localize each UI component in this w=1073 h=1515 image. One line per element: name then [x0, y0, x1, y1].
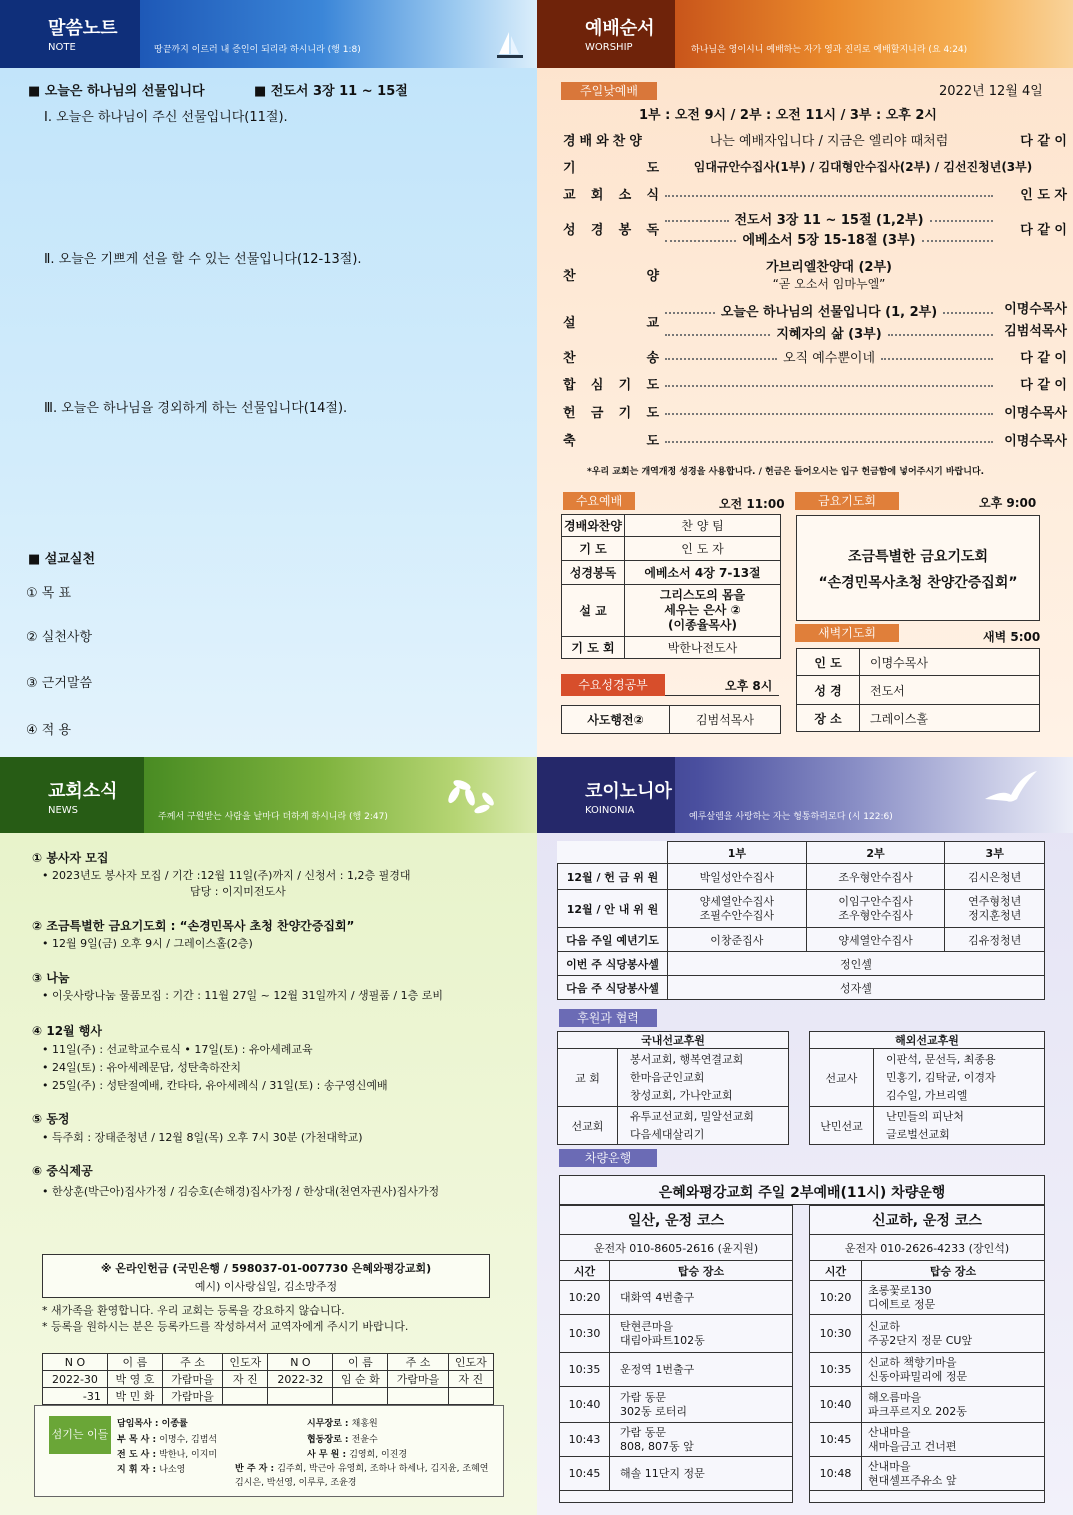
route-right-table — [809, 1260, 1045, 1491]
news-item-3-line: • 이웃사랑나눔 물품모집 : 기간 : 11월 27일 ~ 12월 31일까지 / 생필품 / 1층 로비 — [42, 989, 443, 1002]
order-label: 축 도 — [563, 433, 659, 449]
sailboat-icon — [497, 30, 523, 60]
serve-cell: 김유정청년 — [945, 928, 1045, 952]
practice-basis: ③ 근거말씀 — [26, 676, 93, 691]
stop-place: 대화역 4번출구 — [610, 1281, 793, 1315]
order-person: 다 같 이 — [1020, 133, 1067, 149]
staff-name: 김주희, 박근아 유영희, 조하나 하세나, 김지윤, 조혜연 김시은, 박선영, 이루루, 조윤경 — [235, 1464, 489, 1488]
staff-name: 나소영 — [159, 1465, 186, 1475]
dawn-value: 그레이스홀 — [860, 705, 1040, 732]
hymn-title: 오직 예수뿐이네 — [782, 350, 876, 366]
serve-head: 2부 — [806, 842, 945, 864]
nf-cell: 박 영 호 — [107, 1371, 162, 1388]
order-label: 헌 금 기 도 — [563, 405, 659, 421]
staff-role: 담임목사 : — [117, 1419, 162, 1429]
order-row-news — [563, 183, 1067, 203]
stop-place: 운정역 1번출구 — [610, 1353, 793, 1387]
news-item-5-line: • 득주회 : 장태준청년 / 12월 8일(목) 오후 7시 30분 (가천대학교) — [42, 1131, 363, 1144]
serve-role: 다음 주일 예년기도 — [558, 928, 668, 952]
serve-head: 3부 — [945, 842, 1045, 864]
nf-cell: 임 순 화 — [333, 1371, 388, 1388]
news-header-label — [0, 757, 144, 833]
news-item-1-line: 담당 : 이지미전도사 — [190, 885, 286, 898]
order-person: 이명수목사 — [1004, 433, 1067, 449]
staff-name: 이종률 — [161, 1419, 188, 1429]
stop-time: 10:35 — [560, 1353, 610, 1387]
stop-time: 10:35 — [810, 1353, 862, 1387]
col-place: 탑승 장소 — [862, 1261, 1045, 1281]
news-item-6-head: ⑥ 중식제공 — [32, 1164, 93, 1178]
wed-label: 성경봉독 — [562, 561, 625, 585]
wed-value: 인 도 자 — [625, 537, 781, 561]
koinonia-verse: 예루살렘을 사랑하는 자는 형통하리로다 (시 122:6) — [689, 812, 893, 822]
serve-cell: 양세열안수집사 조필수안수집사 — [668, 890, 807, 928]
worship-header — [537, 0, 1073, 68]
dawn-prayer-table — [796, 648, 1040, 732]
stop-place: 산내마을 현대셀프주유소 앞 — [862, 1457, 1045, 1491]
wednesday-time: 오전 11:00 — [719, 497, 785, 511]
order-row-prayer — [563, 156, 1067, 176]
news-item-4-line: • 24일(토) : 유아세례문답, 성탄축하잔치 — [42, 1061, 242, 1074]
news-item-4-line: • 25일(주) : 성탄절예배, 칸타타, 유아세례식 / 31일(토) : 송구영신예배 — [42, 1079, 388, 1092]
order-row-praise — [563, 129, 1067, 149]
stop-place: 가람 동문 302동 로터리 — [610, 1387, 793, 1423]
domestic-head: 국내선교후원 — [558, 1032, 789, 1049]
order-label: 합 심 기 도 — [563, 377, 659, 393]
order-row-benediction — [563, 429, 1067, 449]
news-item-1-head: ① 봉사자 모집 — [32, 851, 109, 865]
bird-icon — [983, 769, 1039, 811]
route-left-title: 일산, 운정 코스 — [627, 1213, 725, 1229]
friday-line-1: 조금특별한 금요기도회 — [847, 549, 989, 565]
staff-name: 박한나, 이지미 — [159, 1450, 218, 1460]
support-list: 이판석, 문선득, 최종용 민홍기, 김탁균, 이경자 김수일, 가브리엘 — [874, 1049, 1045, 1107]
study-title: 사도행전② — [562, 706, 670, 734]
stop-place: 신교하 주공2단지 정문 CU앞 — [862, 1315, 1045, 1353]
dawn-label: 인 도 — [797, 649, 860, 676]
news-item-4-head: ④ 12월 행사 — [32, 1024, 102, 1038]
practice-action: ② 실천사항 — [26, 630, 93, 645]
news-item-1-line: • 2023년도 봉사자 모집 / 기간 :12월 11일(주)까지 / 신청서 : 1,2층 필경대 — [42, 869, 411, 882]
sermon-2: 지혜자의 삶 (3부) — [776, 326, 882, 342]
worship-header-label — [537, 0, 675, 68]
worship-title: 예배순서 — [585, 18, 655, 39]
welcome-line-1: * 새가족을 환영합니다. 우리 교회는 등록을 강요하지 않습니다. — [42, 1304, 345, 1317]
news-item-3-head: ③ 나눔 — [32, 971, 70, 985]
support-list: 유투교선교회, 밀알선교회 다음세대살리기 — [618, 1107, 789, 1145]
friday-line-2: “손경민목사초청 찬양간증집회” — [818, 575, 1018, 591]
koinonia-subtitle: KOINONIA — [585, 805, 635, 816]
route-right-title: 신교하, 운정 코스 — [872, 1213, 982, 1229]
staff-role: 부 목 사 : — [117, 1435, 160, 1445]
stop-place: 해솔 11단지 정문 — [610, 1457, 793, 1491]
koinonia-section — [537, 757, 1073, 1515]
order-label: 찬 양 — [563, 268, 659, 284]
stop-time: 10:45 — [560, 1457, 610, 1491]
support-list: 봉서교회, 행복연결교회 한마음군인교회 창성교회, 가나안교회 — [618, 1049, 789, 1107]
staff-box — [34, 1405, 504, 1497]
wed-value: 에베소서 4장 7-13절 — [625, 561, 781, 585]
practice-goal: ① 목 표 — [26, 586, 72, 601]
staff-role: 전 도 사 : — [117, 1450, 160, 1460]
staff-role: 협동장로 : — [307, 1435, 352, 1445]
staff-role: 반 주 자 : — [235, 1464, 278, 1474]
online-offering-account: ※ 온라인헌금 (국민은행 / 598037-01-007730 은혜와평강교회) — [100, 1262, 432, 1275]
news-item-5-head: ⑤ 동정 — [32, 1112, 70, 1126]
worship-date: 2022년 12월 4일 — [939, 84, 1043, 99]
support-label: 교 회 — [558, 1049, 618, 1107]
news-title: 교회소식 — [48, 781, 118, 802]
nf-head: 이 름 — [333, 1354, 388, 1371]
dawn-label: 성 경 — [797, 676, 860, 705]
news-item-2-line: • 12월 9일(금) 오후 9시 / 그레이스홀(2층) — [42, 937, 253, 950]
overseas-head: 해외선교후원 — [810, 1032, 1045, 1049]
order-label: 찬 송 — [563, 350, 659, 366]
worship-times: 1부 : 오전 9시 / 2부 : 오전 11시 / 3부 : 오후 2시 — [639, 108, 937, 123]
order-row-sermon — [563, 298, 1067, 344]
stop-place: 가람 동문 808, 807동 앞 — [610, 1423, 793, 1457]
serve-cell: 연주형청년 정지훈청년 — [945, 890, 1045, 928]
meal-cell: 성자셀 — [668, 976, 1045, 1000]
worship-verse: 하나님은 영이시니 예배하는 자가 영과 진리로 예배할지니라 (요 4:24) — [691, 45, 968, 55]
serve-cell: 이창준집사 — [668, 928, 807, 952]
staff-role: 지 휘 자 : — [117, 1465, 160, 1475]
welcome-line-2: * 등록을 원하시는 분은 등록카드를 작성하셔서 교역자에게 주시기 바랍니다. — [42, 1320, 409, 1333]
stop-place: 탄현큰마을 대림아파트102동 — [610, 1315, 793, 1353]
stop-place: 신교하 책향기마을 신동아파밀리에 정문 — [862, 1353, 1045, 1387]
domestic-support-table — [557, 1031, 789, 1145]
nf-cell: 자 진 — [223, 1371, 268, 1388]
note-header — [0, 0, 537, 68]
stop-time: 10:20 — [560, 1281, 610, 1315]
dawn-value: 전도서 — [860, 676, 1040, 705]
order-row-unison-prayer — [563, 373, 1067, 393]
sermon-point-2: Ⅱ. 오늘은 기쁘게 선을 할 수 있는 선물입니다(12-13절). — [44, 252, 362, 267]
order-row-choir — [563, 254, 1067, 294]
meal-role: 이번 주 식당봉사셀 — [558, 952, 668, 976]
support-label: 선교회 — [558, 1107, 618, 1145]
wednesday-study-tag: 수요성경공부 — [561, 674, 665, 696]
news-item-4-line: • 11일(주) : 선교학교수료식 • 17일(토) : 유아세례교육 — [42, 1043, 313, 1056]
friday-prayer-box — [796, 515, 1040, 621]
stop-time: 10:20 — [810, 1281, 862, 1315]
stop-time: 10:30 — [560, 1315, 610, 1353]
news-header — [0, 757, 537, 833]
order-content: 나는 예배자입니다 / 지금은 엘리야 때처럼 — [709, 133, 949, 149]
sermon-point-1: Ⅰ. 오늘은 하나님이 주신 선물입니다(11절). — [44, 110, 288, 125]
practice-apply: ④ 적 용 — [26, 723, 72, 738]
serve-cell: 조우형안수집사 — [806, 864, 945, 890]
support-list: 난민들의 피난처 글로벌선교회 — [874, 1107, 1045, 1145]
sermon-title: ■ 오늘은 하나님의 선물입니다 — [28, 84, 205, 99]
wed-label: 경배와찬양 — [562, 515, 625, 537]
staff-name: 채홍원 — [351, 1419, 378, 1429]
nf-head: N O — [43, 1354, 108, 1371]
order-person: 다 같 이 — [1020, 222, 1067, 238]
nf-cell: 2022-30 — [43, 1371, 108, 1388]
sermon-1: 오늘은 하나님의 선물입니다 (1, 2부) — [720, 304, 938, 320]
koinonia-header-label — [537, 757, 675, 833]
staff-name: 이명수, 김범석 — [159, 1435, 218, 1445]
serve-table — [557, 841, 1045, 1000]
route-left — [559, 1205, 793, 1503]
nf-cell: 자 진 — [448, 1371, 493, 1388]
support-label: 난민선교 — [810, 1107, 874, 1145]
dawn-time: 새벽 5:00 — [983, 630, 1041, 644]
stop-time: 10:40 — [560, 1387, 610, 1423]
online-offering-example: 예시) 이사랑십일, 김소망주정 — [194, 1280, 338, 1293]
sermon-point-3: Ⅲ. 오늘은 하나님을 경외하게 하는 선물입니다(14절). — [44, 401, 348, 416]
serve-cell: 김시은청년 — [945, 864, 1045, 890]
staff-tag: 섬기는 이들 — [49, 1416, 111, 1454]
order-person: 인 도 자 — [1020, 187, 1067, 203]
serve-cell: 박일성안수집사 — [668, 864, 807, 890]
news-item-6-line: • 한상훈(박근아)집사가정 / 김승호(손해경)집사가정 / 한상대(천연자권사)집사가정 — [42, 1185, 440, 1198]
stop-time: 10:40 — [810, 1387, 862, 1423]
dawn-prayer-tag: 새벽기도회 — [795, 624, 899, 642]
staff-name: 전윤수 — [351, 1435, 378, 1445]
support-tag: 후원과 협력 — [559, 1009, 657, 1027]
order-label: 경배와찬양 — [563, 133, 646, 149]
serve-cell: 이임구안수집사 조우형안수집사 — [806, 890, 945, 928]
col-time: 시간 — [560, 1261, 610, 1281]
wednesday-order-table — [561, 514, 781, 659]
support-label: 선교사 — [810, 1049, 874, 1107]
stop-time: 10:30 — [810, 1315, 862, 1353]
staff-name: 김영희, 이진경 — [349, 1450, 408, 1460]
worship-subtitle: WORSHIP — [585, 42, 633, 53]
serve-role: 12월 / 안 내 위 원 — [558, 890, 668, 928]
wednesday-worship-tag: 수요예배 — [563, 492, 635, 510]
order-content: 임대규안수집사(1부) / 김대형안수집사(2부) / 김선진청년(3부) — [693, 159, 1033, 174]
stop-place: 해오름마을 파크푸르지오 202동 — [862, 1387, 1045, 1423]
flower-icon — [432, 767, 502, 827]
news-item-2-head: ② 조금특별한 금요기도회 : “손경민목사 초청 찬양간증집회” — [32, 919, 355, 933]
meal-role: 다음 주 식당봉사셀 — [558, 976, 668, 1000]
reading-2: 에베소서 5장 15-18절 (3부) — [742, 232, 916, 248]
preacher-2: 김범석목사 — [1004, 324, 1067, 339]
wed-label: 설 교 — [562, 585, 625, 637]
nf-cell: 박 민 화 — [107, 1388, 162, 1405]
news-verse: 주께서 구원받는 사람을 날마다 더하게 하시니라 (행 2:47) — [158, 812, 388, 822]
nf-head: 인도자 — [448, 1354, 493, 1371]
order-row-reading — [563, 208, 1067, 248]
vehicle-title-box — [559, 1175, 1045, 1205]
nf-head: 주 소 — [388, 1354, 448, 1371]
route-right-driver: 운전자 010-2626-4233 (장인석) — [844, 1242, 1010, 1255]
nf-head: N O — [268, 1354, 333, 1371]
dawn-label: 장 소 — [797, 705, 860, 732]
order-label: 기 도 — [563, 160, 659, 176]
order-person: 이명수목사 — [1004, 405, 1067, 421]
staff-role: 사 무 원 : — [307, 1450, 350, 1460]
nf-cell: 가람마을 — [162, 1388, 222, 1405]
route-left-driver: 운전자 010-8605-2616 (윤지원) — [593, 1242, 759, 1255]
note-header-label — [0, 0, 140, 68]
vehicle-tag: 차량운행 — [559, 1149, 657, 1167]
col-place: 탑승 장소 — [610, 1261, 793, 1281]
practice-title: ■ 설교실천 — [28, 552, 96, 567]
friday-time: 오후 9:00 — [979, 496, 1037, 510]
nf-cell: 가람마을 — [162, 1371, 222, 1388]
note-title: 말씀노트 — [48, 18, 118, 39]
wed-label: 기 도 — [562, 537, 625, 561]
serve-role: 12월 / 헌 금 위 원 — [558, 864, 668, 890]
note-subtitle: NOTE — [48, 42, 76, 53]
wednesday-study-time: 오후 8시 — [725, 679, 773, 693]
order-person: 다 같 이 — [1020, 350, 1067, 366]
wed-value: 박한나전도사 — [625, 637, 781, 659]
nf-cell: -31 — [43, 1388, 108, 1405]
vehicle-title: 은혜와평강교회 주일 2부예배(11시) 차량운행 — [658, 1185, 946, 1201]
nf-cell: 2022-32 — [268, 1371, 333, 1388]
order-label: 성 경 봉 독 — [563, 222, 659, 238]
worship-section — [537, 0, 1073, 757]
order-person: 다 같 이 — [1020, 377, 1067, 393]
news-section — [0, 757, 537, 1515]
stop-time: 10:43 — [560, 1423, 610, 1457]
serve-cell: 양세열안수집사 — [806, 928, 945, 952]
order-label: 설 교 — [563, 315, 659, 331]
route-left-table — [559, 1260, 793, 1491]
order-row-hymn — [563, 346, 1067, 366]
worship-notice: *우리 교회는 개역개정 성경을 사용합니다. / 헌금은 들어오시는 입구 헌금함에 넣어주시기 바랍니다. — [587, 467, 985, 477]
stop-time: 10:48 — [810, 1457, 862, 1491]
route-right — [809, 1205, 1045, 1503]
koinonia-header — [537, 757, 1073, 833]
new-family-table — [42, 1353, 494, 1405]
wednesday-study-table — [561, 705, 781, 734]
choir-name: 가브리엘찬양대 (2부) — [766, 260, 892, 275]
dawn-value: 이명수목사 — [860, 649, 1040, 676]
staff-role: 시무장로 : — [307, 1419, 352, 1429]
serve-head: 1부 — [668, 842, 807, 864]
koinonia-title: 코이노니아 — [585, 781, 672, 802]
wed-label: 기 도 회 — [562, 637, 625, 659]
reading-1: 전도서 3장 11 ~ 15절 (1,2부) — [734, 212, 924, 228]
sermon-scripture: ■ 전도서 3장 11 ~ 15절 — [254, 84, 408, 99]
nf-head: 인도자 — [223, 1354, 268, 1371]
choir-song: “곧 오소서 임마누엘” — [772, 277, 886, 291]
col-time: 시간 — [810, 1261, 862, 1281]
preacher-1: 이명수목사 — [1004, 302, 1067, 317]
meal-cell: 정인셀 — [668, 952, 1045, 976]
nf-cell: 가람마을 — [388, 1371, 448, 1388]
nf-head: 주 소 — [162, 1354, 222, 1371]
stop-time: 10:45 — [810, 1423, 862, 1457]
sunday-worship-tag: 주일낮예배 — [561, 82, 657, 100]
note-section — [0, 0, 537, 757]
overseas-support-table — [809, 1031, 1045, 1145]
wed-value: 찬 양 팀 — [625, 515, 781, 537]
friday-prayer-tag: 금요기도회 — [795, 492, 899, 510]
wed-value: 그리스도의 몸을 세우는 은사 ② (이종율목사) — [625, 585, 781, 637]
news-subtitle: NEWS — [48, 805, 79, 816]
order-label: 교 회 소 식 — [563, 187, 659, 203]
stop-place: 초롱꽃로130 디에트로 정문 — [862, 1281, 1045, 1315]
nf-head: 이 름 — [107, 1354, 162, 1371]
online-offering-box — [42, 1254, 490, 1298]
order-row-offering-prayer — [563, 401, 1067, 421]
stop-place: 산내마을 새마을금고 건너편 — [862, 1423, 1045, 1457]
note-verse: 땅끝까지 이르러 내 증인이 되리라 하시니라 (행 1:8) — [154, 45, 361, 55]
study-leader: 김범석목사 — [670, 706, 781, 734]
